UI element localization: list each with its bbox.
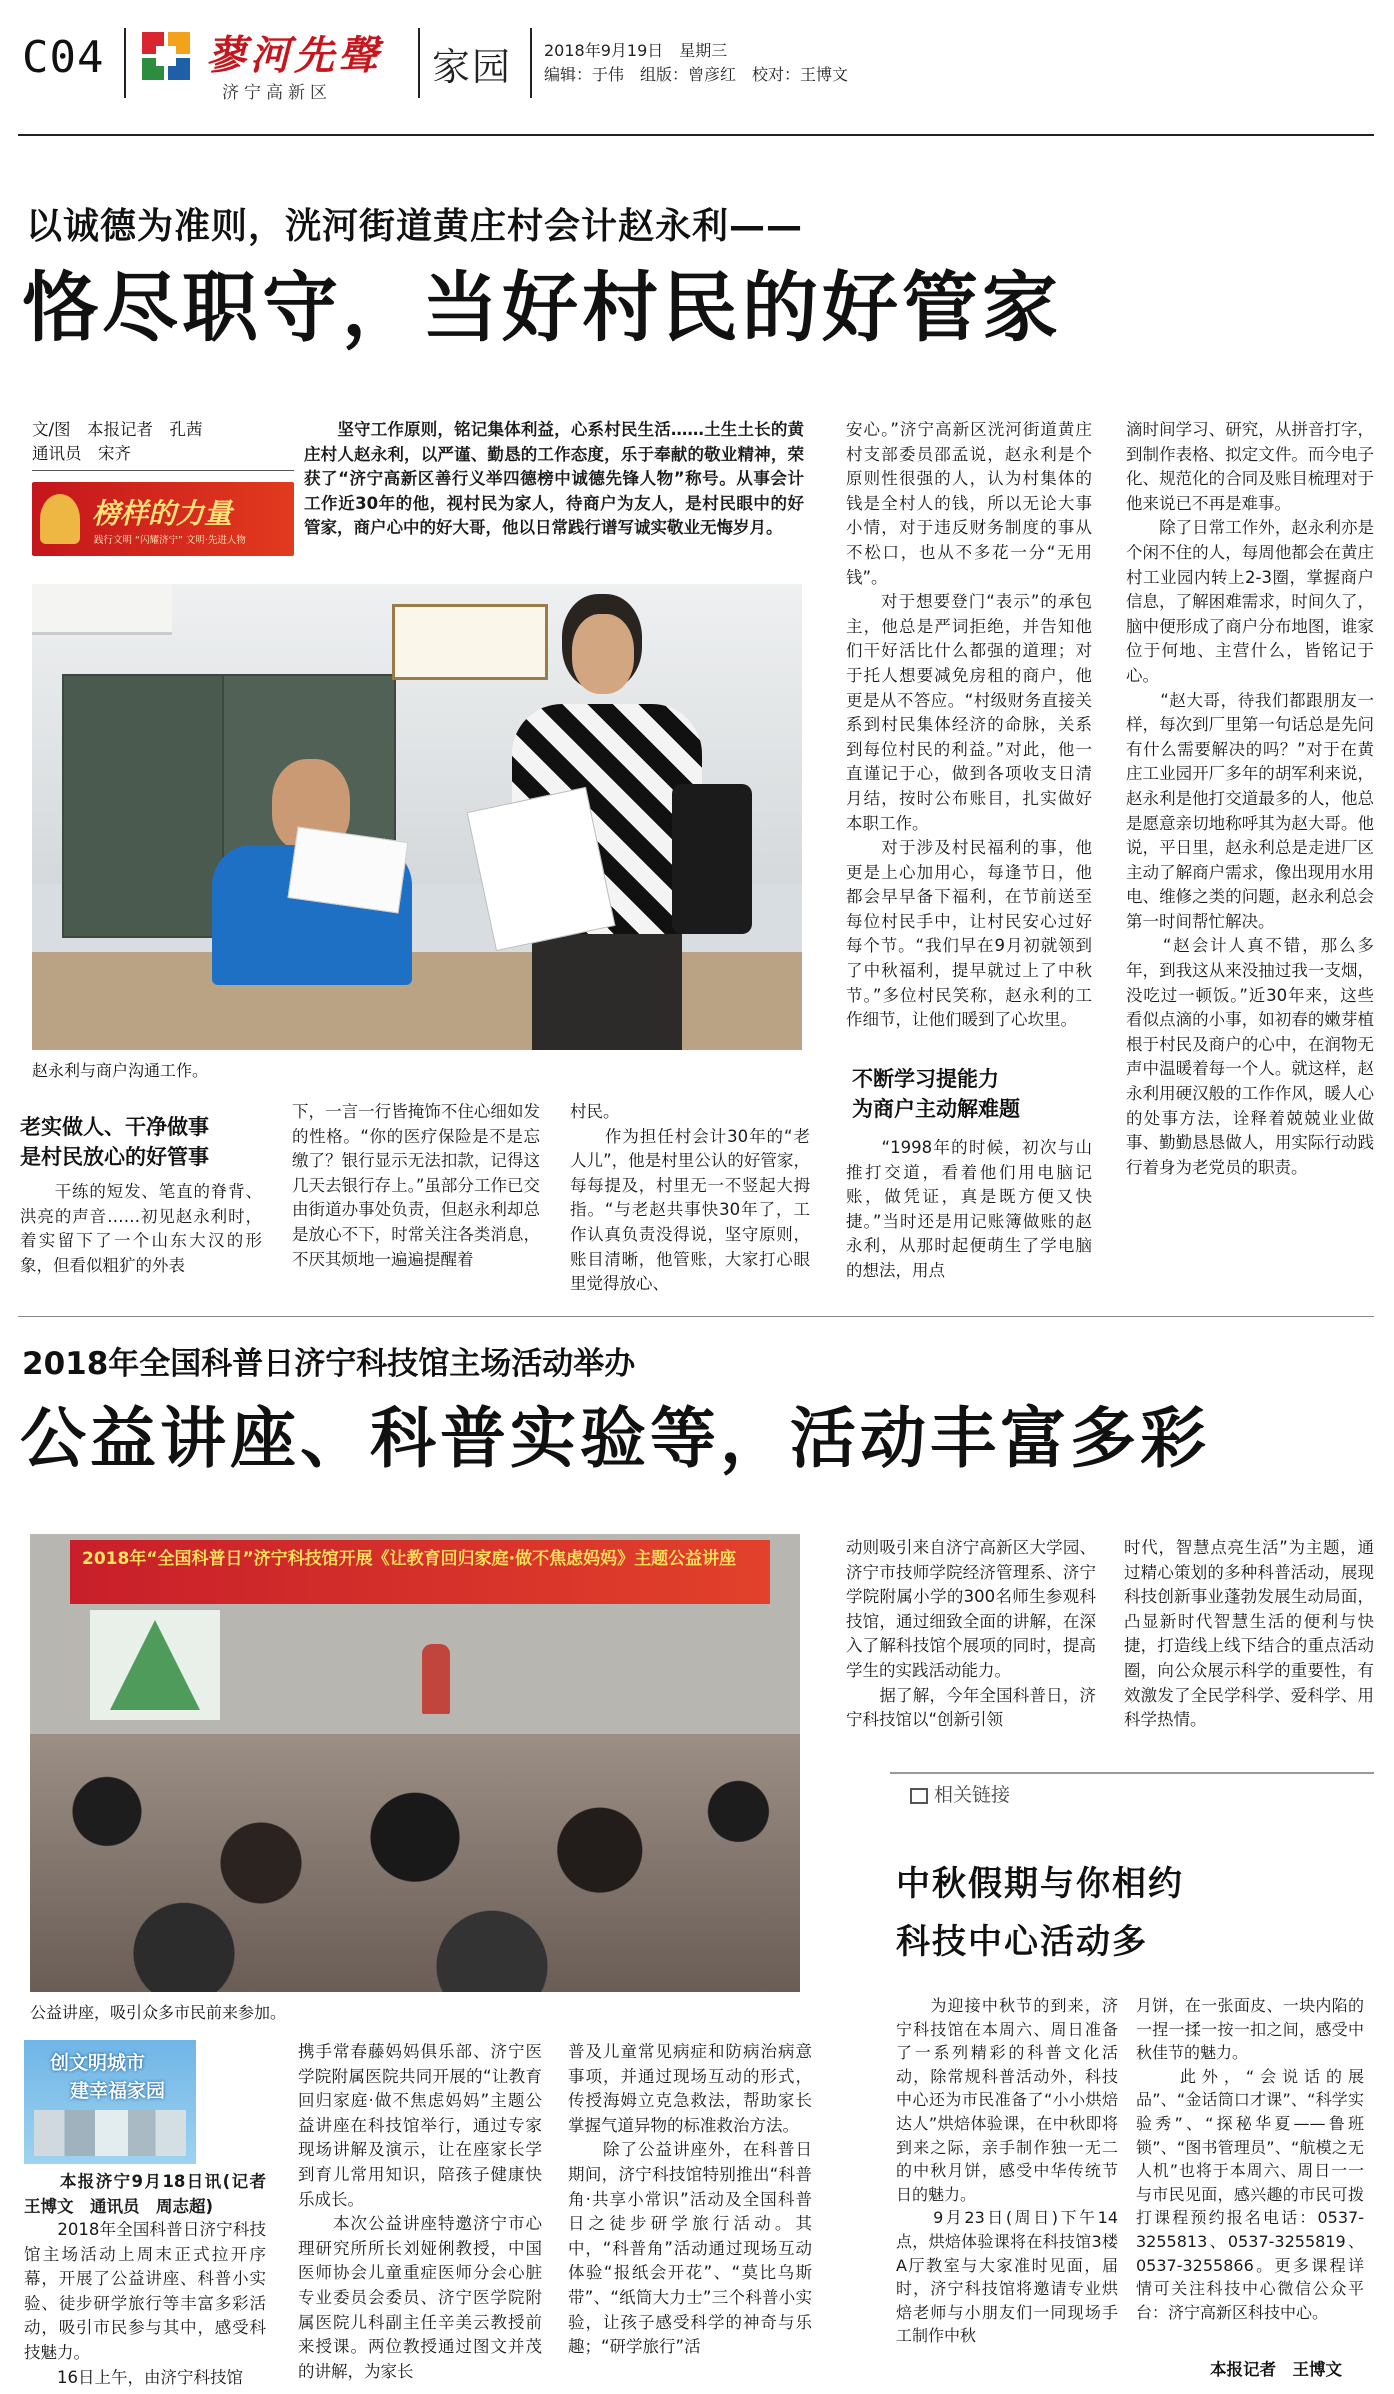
article1-photo-caption: 赵永利与商户沟通工作。 [32, 1061, 209, 1080]
related-title-2: 科技中心活动多 [896, 1922, 1148, 1962]
section-name: 家园 [432, 45, 513, 89]
banner-emblem-icon [40, 494, 80, 544]
article2-headline: 公益讲座、科普实验等，活动丰富多彩 [20, 1400, 1210, 1477]
article2-col-2: 携手常春藤妈妈俱乐部、济宁医学院附属医院共同开展的“让教育回归家庭·做不焦虑妈妈”主题公益讲座在科技馆举行，通过专家现场讲解及演示，让在座家长学到育儿常用知识，陪孩子健康快乐成长。 本次公益讲座特邀济宁市心理研究所所长刘娅俐教授，中国医师协会儿童重症医师分会心脏专业委员会委员、济宁医学院附属医院儿科副主任辛美云教授前来授课。两位教授通过图文并茂的讲解，为家长 [298, 2042, 542, 2381]
article2-col-1: 2018年全国科普日济宁科技馆主场活动上周末正式拉开序幕，开展了公益讲座、科普小实验、徒步研学旅行等丰富多彩活动，吸引市民参与其中，感受科技魅力。 16日上午，由济宁科技馆 [24, 2220, 266, 2387]
byline-correspondent: 通讯员 宋齐 [32, 444, 131, 463]
related-link-label: 相关链接 [934, 1784, 1011, 1806]
byline-rule [32, 470, 294, 471]
related-box-rule [890, 1772, 1374, 1774]
article1-lead: 坚守工作原则，铭记集体利益，心系村民生活……土生土长的黄庄村人赵永利，以严谨、勤恳的工作态度，乐于奉献的敬业精神，荣获了“济宁高新区善行义举四德榜中诚德先锋人物”称号。从事会计工作近30年的他，视村民为家人，待商户为友人，是村民眼中的好管家，商户心中的好大哥，他以日常践行谱写诚实敬业无悔岁月。 [304, 420, 804, 537]
article2-col-4: 动则吸引来自济宁高新区大学园、济宁市技师学院经济管理系、济宁学院附属小学的300名师生参观科技馆，通过细致全面的讲解，在深入了解科技馆个展项的同时，提高学生的实践活动能力。 据了解，今年全国科普日，济宁科技馆以“创新引领 [846, 1538, 1096, 1730]
article1-col-4: 安心。”济宁高新区洸河街道黄庄村支部委员邵孟说，赵永利是个原则性很强的人，认为村集体的钱是全村人的钱，所以无论大事小情，对于违反财务制度的事从不松口，也从不多花一分“无用钱”。 对于想要登门“表示”的承包主，他总是严词拒绝，并告知他们干好活比什么都强的道理；对于托人想要减免房租的商户，他更是从不答应。“村级财务直接关系到村民集体经济的命脉，关系到每位村民的利益。”对此，他一直谨记于心，做到各项收支日清月结，按时公布账目，扎实做好本职工作。 对于涉及村民福利的事，他更是上心加用心，每逢节日，他都会早早备下福利，在节前送至每位村民手中，让村民安心过好每个节。“我们早在9月初就领到了中秋福利，提早就过上了中秋节。”多位村民笑称，赵永利的工作细节，让他们暖到了心坎里。 [846, 420, 1092, 1030]
related-byline: 本报记者 王博文 [1210, 2360, 1342, 2379]
role-model-banner [32, 482, 294, 556]
link-icon [910, 1788, 928, 1804]
article1-col-3: 村民。 作为担任村会计30年的“老人儿”，他是村里公认的好管家，每每提及，村里无一不竖起大拇指。“与老赵共事快30年了，工作认真负责没得说，坚守原则，账目清晰，他管账，大家打心眼里觉得放心、 [570, 1102, 810, 1294]
masthead-divider-2 [418, 28, 420, 98]
byline-reporter: 文/图 本报记者 孔茜 [32, 420, 203, 439]
article1-byline [32, 418, 203, 466]
speaker-figure [422, 1644, 450, 1714]
thumb-label-1: 创文明城市 [50, 2052, 146, 2074]
page-number: C04 [22, 32, 105, 83]
activity-banner-text: 2018年“全国科普日”济宁科技馆开展《让教育回归家庭·做不焦虑妈妈》主题公益讲座 [82, 1549, 737, 1569]
masthead-divider [124, 28, 126, 98]
page-credits: 编辑：于伟 组版：曾彦红 校对：王博文 [544, 65, 849, 84]
audience [30, 1734, 800, 1992]
article-separator [18, 1316, 1374, 1317]
article2-kicker: 2018年全国科普日济宁科技馆主场活动举办 [22, 1346, 636, 1382]
banner-subtitle: 践行文明 “闪耀济宁” 文明·先进人物 [94, 535, 246, 546]
article2-photo [30, 1534, 800, 1992]
paper-logo-icon [140, 30, 192, 82]
article1-subhead-1: 老实做人、干净做事 是村民放心的好管事 [20, 1115, 209, 1169]
related-col-2: 月饼，在一张面皮、一块内陷的一捏一揉一按一扣之间，感受中秋佳节的魅力。 此外，“会说话的展品”、“金话筒口才课”、“科学实验秀”、“探秘华夏——鲁班锁”、“图书管理员”、“航模之无人机”也将于本周六、周日一一与市民见面，感兴趣的市民可拨打课程预约报名电话：0537-3255813、0537-3255819、0537-3255866。更多课程详情可关注科技中心微信公众平台：济宁高新区科技中心。 [1136, 1996, 1364, 2322]
pyramid-display [90, 1610, 220, 1720]
article1-col-2: 下，一言一行皆掩饰不住心细如发的性格。“你的医疗保险是不是忘缴了？银行显示无法扣款，记得这几天去银行存上。”虽部分工作已交由街道办事处负责，但赵永利却总是放心不下，时常关注各类消息，不厌其烦地一遍遍提醒着 [292, 1102, 540, 1269]
article1-kicker: 以诚德为准则，洸河街道黄庄村会计赵永利—— [26, 206, 804, 247]
paper-in-hand [288, 827, 409, 914]
masthead-bottom-rule [18, 134, 1374, 136]
paper-name: 济宁高新区 [222, 83, 332, 103]
related-col-1: 为迎接中秋节的到来，济宁科技馆在本周六、周日准备了一系列精彩的科普文化活动，除常规科普活动外，科技中心还为市民准备了“小小烘焙达人”烘焙体验课，在中秋即将到来之际，亲手制作独一无二的中秋月饼，感受中华传统节日的魅力。 9月23日(周日)下午14点，烘焙体验课将在科技馆3楼A厅教室与大家准时见面，届时，济宁科技馆将邀请专业烘焙老师与小朋友们一同现场手工制作中秋 [896, 1996, 1118, 2346]
masthead-divider-3 [530, 28, 532, 98]
article1-col-4b: “1998年的时候，初次与山推打交道，看着他们用电脑记账，做凭证，真是既方便又快捷。”当时还是用记账簿做账的赵永利，从那时起便萌生了学电脑的想法，用点 [846, 1138, 1092, 1280]
thumb-buildings [34, 2110, 186, 2156]
article2-col-5: 时代，智慧点亮生活”为主题，通过精心策划的多种科普活动，展现科技创新事业蓬勃发展生动局面，凸显新时代智慧生活的便利与快捷，打造线上线下结合的重点活动圈，向公众展示科学的重要性，有效激发了全民学科学、爱科学、用科学热情。 [1124, 1538, 1374, 1730]
handbag [672, 784, 752, 934]
filing-cabinet [62, 674, 226, 938]
related-link-header [910, 1780, 1010, 1807]
article2-col-3: 普及儿童常见病症和防病治病意事项，并通过现场互动的形式，传授海姆立克急救法，帮助家长掌握气道异物的标准救治方法。 除了公益讲座外，在科普日期间，济宁科技馆特别推出“科普角·共享小常识”活动及全国科普日之徒步研学旅行活动。其中，“科普角”活动通过现场互动体验“报纸会开花”、“莫比乌斯带”、“纸筒大力士”三个科普小实验，让孩子感受科学的神奇与乐趣；“研学旅行”活 [568, 2042, 812, 2357]
issue-date: 2018年9月19日 星期三 [544, 41, 728, 60]
article2-dateline: 本报济宁9月18日讯(记者 王博文 通讯员 周志超) [24, 2172, 283, 2216]
article1-headline: 恪尽职守，当好村民的好管家 [22, 263, 1062, 352]
paper-brand: 蓼河先聲 [206, 32, 382, 79]
article1-col-5: 滴时间学习、研究，从拼音打字，到制作表格、拟定文件。而今电子化、规范化的合同及账目梳理对于他来说已不再是难事。 除了日常工作外，赵永利亦是个闲不住的人，每周他都会在黄庄村工业园内转上2-3圈，掌握商户信息，了解困难需求，时间久了，脑中便形成了商户分布地图，谁家位于何地、主营什么，皆铭记于心。 “赵大哥，待我们都跟朋友一样，每次到厂里第一句话总是先问有什么需要解决的吗？”对于在黄庄工业园开厂多年的胡军利来说，赵永利是他打交道最多的人，他总是愿意亲切地称呼其为赵大哥。他说，平日里，赵永利总是走进厂区主动了解商户需求，像出现用水用电、维修之类的问题，赵永利总会第一时间帮忙解决。 “赵会计人真不错，那么多年，到我这从来没抽过我一支烟，没吃过一顿饭。”近30年来，这些看似点滴的小事，如初春的嫩芽植根于村民及商户的心中，在润物无声中温暖着每一个人。就这样，赵永利用硬汉般的工作作风，暖人心的处事方法，诠释着兢兢业业做事、勤勤恳恳做人，用实际行动践行着身为老党员的职责。 [1126, 420, 1374, 1177]
article1-subhead-2: 不断学习提能力 为商户主动解难题 [852, 1067, 1020, 1121]
article1-col-1: 干练的短发、笔直的脊背、洪亮的声音……初见赵永利时，着实留下了一个山东大汉的形象，但看似粗犷的外表 [20, 1182, 262, 1275]
air-conditioner [32, 584, 172, 635]
related-title-1: 中秋假期与你相约 [896, 1864, 1184, 1904]
banner-title: 榜样的力量 [92, 497, 233, 530]
activity-banner [70, 1540, 770, 1604]
thumb-label-2: 建幸福家园 [70, 2080, 166, 2102]
article1-photo [32, 584, 802, 1050]
civilized-city-thumb [24, 2040, 196, 2164]
article2-photo-caption: 公益讲座，吸引众多市民前来参加。 [30, 2003, 287, 2022]
